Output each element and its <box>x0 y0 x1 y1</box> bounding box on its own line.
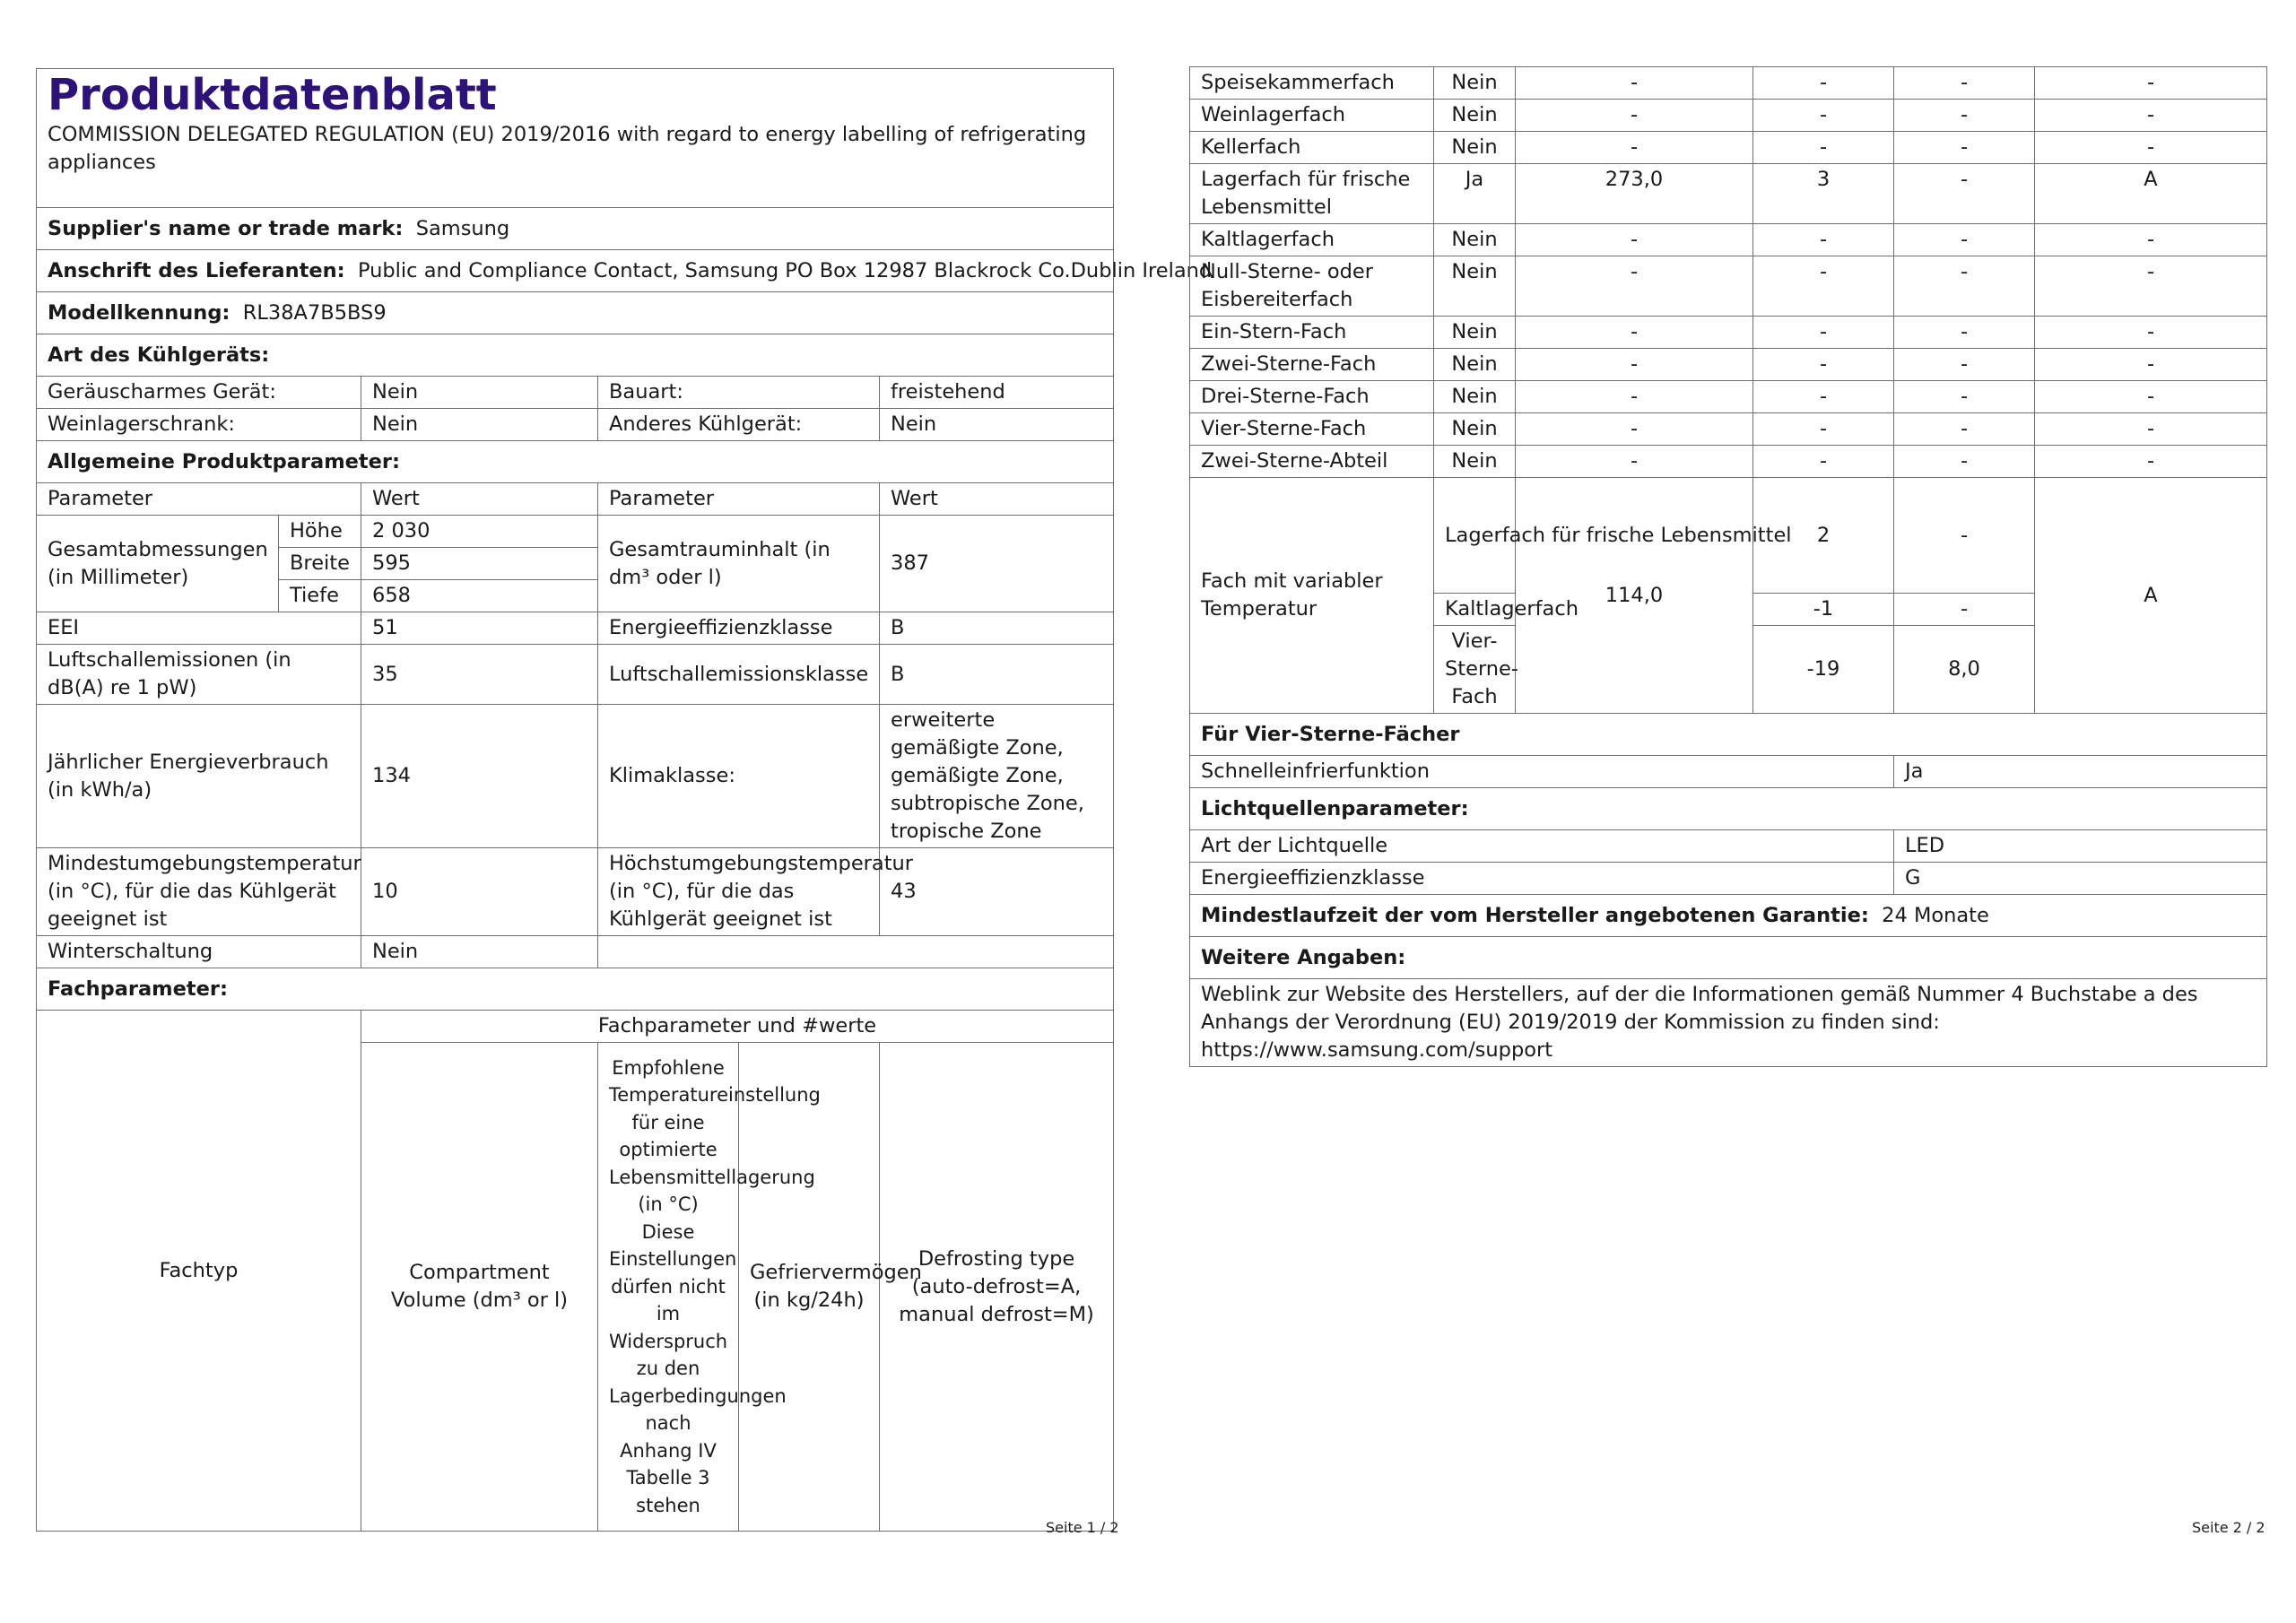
quiet-appliance-value: Nein <box>361 377 598 409</box>
winter-switch-value: Nein <box>361 936 598 968</box>
compartment-temperature: - <box>1753 317 1894 349</box>
eei-label: EEI <box>37 612 361 645</box>
four-star-section-label: Für Vier-Sterne-Fächer <box>1190 714 2267 756</box>
compartment-freezing-capacity: - <box>1894 224 2035 256</box>
noise-class-value: B <box>880 645 1114 705</box>
compartment-freezing-capacity: - <box>1894 349 2035 381</box>
dimensions-label: Gesamtabmessungen (in Millimeter) <box>37 516 279 612</box>
compartment-temperature: 3 <box>1753 164 1894 224</box>
height-label: Höhe <box>279 516 361 548</box>
compartment-temperature: - <box>1753 67 1894 100</box>
compartment-defrost-type: - <box>2035 317 2267 349</box>
design-type-value: freistehend <box>880 377 1114 409</box>
compartment-name: Vier-Sterne-Fach <box>1190 413 1434 446</box>
compartment-temperature: - <box>1753 224 1894 256</box>
weblink-row <box>1190 979 2267 1067</box>
parameter-header: Parameter <box>37 483 361 516</box>
light-class-value: G <box>1894 863 2267 895</box>
min-temp-label: Mindestumgebungstemperatur (in °C), für die das Kühlgerät geeignet ist <box>37 848 361 936</box>
compartment-temperature: - <box>1753 413 1894 446</box>
weblink-text: Weblink zur Website des Herstellers, auf der die Informationen gemäß Nummer 4 Buchstabe a des Anhangs der Verordnung (EU) 2019/2019 der Kommission zu finden sind: <box>1201 983 2198 1034</box>
depth-value: 658 <box>361 580 598 612</box>
light-type-value: LED <box>1894 830 2267 863</box>
variable-sub-freeze: - <box>1894 594 2035 626</box>
compartment-volume: - <box>1516 224 1753 256</box>
fast-freeze-label: Schnelleinfrierfunktion <box>1190 756 1894 788</box>
compartment-volume: - <box>1516 381 1753 413</box>
warranty-row <box>1190 895 2267 937</box>
variable-sub-temp: 2 <box>1753 478 1894 594</box>
eei-value: 51 <box>361 612 598 645</box>
supplier-row <box>37 208 1114 250</box>
compartment-row <box>1190 446 2267 478</box>
compartment-present: Nein <box>1434 317 1516 349</box>
compartment-volume: - <box>1516 446 1753 478</box>
min-temp-value: 10 <box>361 848 598 936</box>
compartment-defrost-type: - <box>2035 256 2267 317</box>
climate-class-value: erweiterte gemäßigte Zone, gemäßigte Zone, subtropische Zone, tropische Zone <box>880 705 1114 848</box>
model-row <box>37 292 1114 334</box>
freezing-capacity-header: Gefriervermögen (in kg/24h) <box>739 1043 880 1532</box>
defrosting-type-header: Defrosting type (auto-defrost=A, manual defrost=M) <box>880 1043 1114 1532</box>
compartment-present: Nein <box>1434 224 1516 256</box>
weblink-url[interactable]: https://www.samsung.com/support <box>1201 1038 1553 1062</box>
address-value: Public and Compliance Contact, Samsung PO Box 12987 Blackrock Co.Dublin Ireland <box>357 258 1213 282</box>
variable-sub-temp: -1 <box>1753 594 1894 626</box>
compartment-defrost-type: - <box>2035 413 2267 446</box>
compartment-present: Nein <box>1434 413 1516 446</box>
compartment-type-header: Fachtyp <box>37 1011 361 1532</box>
compartment-temperature: - <box>1753 132 1894 164</box>
compartment-freezing-capacity: - <box>1894 446 2035 478</box>
page-number: Seite 2 / 2 <box>2192 1519 2266 1536</box>
general-parameters-label: Allgemeine Produktparameter: <box>37 441 1114 483</box>
other-appliance-label: Anderes Kühlgerät: <box>598 409 880 441</box>
compartment-row <box>1190 164 2267 224</box>
value-header: Wert <box>361 483 598 516</box>
supplier-label: Supplier's name or trade mark: <box>48 216 404 240</box>
parameter-header-2: Parameter <box>598 483 880 516</box>
variable-compartment-volume: 114,0 <box>1516 478 1753 714</box>
compartment-name: Ein-Stern-Fach <box>1190 317 1434 349</box>
compartment-row <box>1190 317 2267 349</box>
page-title: Produktdatenblatt <box>48 70 497 120</box>
compartment-row <box>1190 256 2267 317</box>
compartment-volume: - <box>1516 256 1753 317</box>
compartment-name: Zwei-Sterne-Abteil <box>1190 446 1434 478</box>
address-row <box>37 250 1213 292</box>
compartment-name: Lagerfach für frische Lebensmittel <box>1190 164 1434 224</box>
compartment-present: Ja <box>1434 164 1516 224</box>
compartment-defrost-type: - <box>2035 132 2267 164</box>
depth-label: Tiefe <box>279 580 361 612</box>
compartment-table <box>1189 66 2267 1067</box>
compartment-present: Nein <box>1434 256 1516 317</box>
compartment-freezing-capacity: - <box>1894 67 2035 100</box>
compartment-name: Null-Sterne- oder Eisbereiterfach <box>1190 256 1434 317</box>
compartment-parameters-label: Fachparameter: <box>37 968 1114 1011</box>
warranty-label: Mindestlaufzeit der vom Hersteller angebotenen Garantie: <box>1201 903 1869 927</box>
variable-temperature-section <box>1190 478 2267 714</box>
variable-sub-freeze: - <box>1894 478 2035 594</box>
compartment-defrost-type: - <box>2035 349 2267 381</box>
compartment-name: Zwei-Sterne-Fach <box>1190 349 1434 381</box>
compartment-name: Drei-Sterne-Fach <box>1190 381 1434 413</box>
variable-sub-name: Kaltlagerfach <box>1434 594 1516 626</box>
annual-energy-label: Jährlicher Energieverbrauch (in kWh/a) <box>37 705 361 848</box>
compartment-row <box>1190 381 2267 413</box>
compartment-defrost-type: A <box>2035 164 2267 224</box>
empty-cell <box>598 936 1114 968</box>
compartment-volume: - <box>1516 132 1753 164</box>
temperature-header: Empfohlene Temperatureinstellung für eine optimierte Lebensmittellagerung (in °C) Diese Einstellungen dürfen nicht im Widerspruch zu den Lagerbedingungen nach Anhang IV Tabelle 3 stehen <box>598 1043 739 1532</box>
max-temp-value: 43 <box>880 848 1114 936</box>
value-header-2: Wert <box>880 483 1114 516</box>
warranty-value: 24 Monate <box>1882 903 1989 927</box>
supplier-value: Samsung <box>415 216 510 240</box>
variable-compartment-defrost: A <box>2035 478 2267 714</box>
max-temp-label: Höchstumgebungstemperatur (in °C), für die das Kühlgerät geeignet ist <box>598 848 880 936</box>
compartment-row <box>1190 67 2267 100</box>
wine-storage-value: Nein <box>361 409 598 441</box>
compartment-name: Kellerfach <box>1190 132 1434 164</box>
header-cell <box>37 69 1114 208</box>
compartment-temperature: - <box>1753 381 1894 413</box>
light-class-label: Energieeffizienzklasse <box>1190 863 1894 895</box>
compartment-temperature: - <box>1753 446 1894 478</box>
compartment-defrost-type: - <box>2035 67 2267 100</box>
compartment-defrost-type: - <box>2035 224 2267 256</box>
noise-class-label: Luftschallemissionsklasse <box>598 645 880 705</box>
compartment-present: Nein <box>1434 132 1516 164</box>
variable-sub-name: Vier-Sterne-Fach <box>1434 626 1516 714</box>
compartment-freezing-capacity: - <box>1894 132 2035 164</box>
compartment-temperature: - <box>1753 100 1894 132</box>
compartment-name: Kaltlagerfach <box>1190 224 1434 256</box>
light-type-label: Art der Lichtquelle <box>1190 830 1894 863</box>
compartment-present: Nein <box>1434 67 1516 100</box>
compartment-volume: - <box>1516 317 1753 349</box>
compartment-volume: - <box>1516 100 1753 132</box>
product-datasheet-table <box>36 68 1213 1532</box>
compartment-name: Speisekammerfach <box>1190 67 1434 100</box>
compartment-row <box>1190 132 2267 164</box>
variable-sub-freeze: 8,0 <box>1894 626 2035 714</box>
compartment-temperature: - <box>1753 349 1894 381</box>
variable-sub-name: Lagerfach für frische Lebensmittel <box>1434 478 1516 594</box>
variable-sub-temp: -19 <box>1753 626 1894 714</box>
energy-class-value: B <box>880 612 1114 645</box>
noise-emission-value: 35 <box>361 645 598 705</box>
page-number: Seite 1 / 2 <box>1046 1519 1119 1536</box>
wine-storage-label: Weinlagerschrank: <box>37 409 361 441</box>
compartment-defrost-type: - <box>2035 100 2267 132</box>
compartment-volume: 273,0 <box>1516 164 1753 224</box>
variable-compartment-name: Fach mit variabler Temperatur <box>1190 478 1434 714</box>
width-label: Breite <box>279 548 361 580</box>
compartment-row <box>1190 349 2267 381</box>
compartment-defrost-type: - <box>2035 381 2267 413</box>
total-volume-value: 387 <box>880 516 1114 612</box>
volume-header: Compartment Volume (dm³ or l) <box>361 1043 598 1532</box>
compartment-defrost-type: - <box>2035 446 2267 478</box>
height-value: 2 030 <box>361 516 598 548</box>
noise-emission-label: Luftschallemissionen (in dB(A) re 1 pW) <box>37 645 361 705</box>
further-info-label: Weitere Angaben: <box>1190 937 2267 979</box>
quiet-appliance-label: Geräuscharmes Gerät: <box>37 377 361 409</box>
compartment-temperature: - <box>1753 256 1894 317</box>
address-label: Anschrift des Lieferanten: <box>48 258 345 282</box>
compartment-present: Nein <box>1434 349 1516 381</box>
compartment-freezing-capacity: - <box>1894 413 2035 446</box>
compartment-freezing-capacity: - <box>1894 256 2035 317</box>
compartment-volume: - <box>1516 413 1753 446</box>
compartment-name: Weinlagerfach <box>1190 100 1434 132</box>
model-label: Modellkennung: <box>48 300 230 325</box>
energy-class-label: Energieeffizienzklasse <box>598 612 880 645</box>
regulation-text: COMMISSION DELEGATED REGULATION (EU) 2019/2016 with regard to energy labelling of refrigerating appliances <box>48 123 1087 174</box>
compartment-freezing-capacity: - <box>1894 100 2035 132</box>
compartment-row <box>1190 413 2267 446</box>
compartment-volume: - <box>1516 67 1753 100</box>
compartment-freezing-capacity: - <box>1894 381 2035 413</box>
other-appliance-value: Nein <box>880 409 1114 441</box>
compartment-present: Nein <box>1434 446 1516 478</box>
design-type-label: Bauart: <box>598 377 880 409</box>
climate-class-label: Klimaklasse: <box>598 705 880 848</box>
compartment-freezing-capacity: - <box>1894 317 2035 349</box>
fast-freeze-value: Ja <box>1894 756 2267 788</box>
compartment-present: Nein <box>1434 381 1516 413</box>
model-value: RL38A7B5BS9 <box>242 300 387 325</box>
compartment-values-header: Fachparameter und #werte <box>361 1011 1114 1043</box>
compartment-row <box>1190 224 2267 256</box>
annual-energy-value: 134 <box>361 705 598 848</box>
light-source-section-label: Lichtquellenparameter: <box>1190 788 2267 830</box>
page-2 <box>1148 0 2296 1623</box>
winter-switch-label: Winterschaltung <box>37 936 361 968</box>
width-value: 595 <box>361 548 598 580</box>
total-volume-label: Gesamtrauminhalt (in dm³ oder l) <box>598 516 880 612</box>
appliance-type-label: Art des Kühlgeräts: <box>37 334 1114 377</box>
compartment-freezing-capacity: - <box>1894 164 2035 224</box>
compartment-row <box>1190 100 2267 132</box>
compartment-present: Nein <box>1434 100 1516 132</box>
compartment-volume: - <box>1516 349 1753 381</box>
